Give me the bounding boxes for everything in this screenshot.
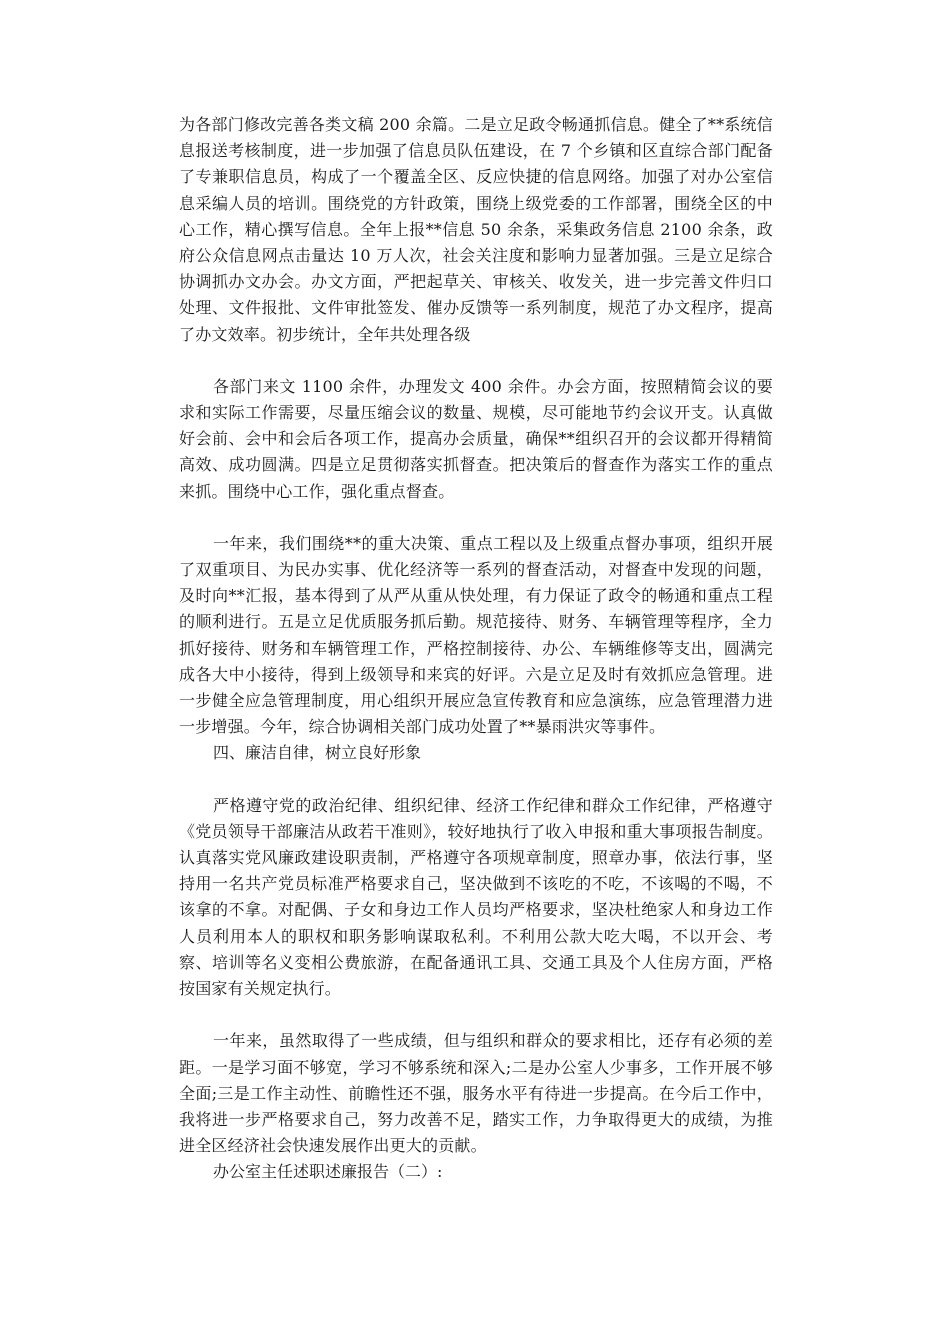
paragraph-supervision: 一年来，我们围绕**的重大决策、重点工程以及上级重点督办事项，组织开展了双重项目、为民办实事、优化经济等一系列的督查活动，对督查中发现的问题，及时向**汇报，基本得到了从严从重从快处理，有力保证了政令的畅通和重点工程的顺利进行。五是立足优质服务抓后勤。规范接待、财务、车辆管理等程序，全力抓好接待、财务和车辆管理工作，严格控制接待、办公、车辆维修等支出，圆满完成各大中小接待，得到上级领导和来宾的好评。六是立足及时有效抓应急管理。进一步健全应急管理制度，用心组织开展应急宣传教育和应急演练，应急管理潜力进一步增强。今年，综合协调相关部门成功处置了**暴雨洪灾等事件。 <box>179 533 773 737</box>
section-heading-integrity: 四、廉洁自律，树立良好形象 <box>213 743 422 763</box>
paragraph-discipline: 严格遵守党的政治纪律、组织纪律、经济工作纪律和群众工作纪律，严格遵守《党员领导干部廉洁从政若干准则》，较好地执行了收入申报和重大事项报告制度。认真落实党风廉政建设职责制，严格遵守各项规章制度，照章办事，依法行事，坚持用一名共产党员标准严格要求自己，坚决做到不该吃的不吃，不该喝的不喝，不该拿的不拿。对配偶、子女和身边工作人员均严格要求，坚决杜绝家人和身边工作人员利用本人的职权和职务影响谋取私利。不利用公款大吃大喝，不以开会、考察、培训等名义变相公费旅游，在配备通讯工具、交通工具及个人住房方面，严格按国家有关规定执行。 <box>179 795 773 999</box>
paragraph-shortcomings: 一年来，虽然取得了一些成绩，但与组织和群众的要求相比，还存有必须的差距。一是学习面不够宽，学习不够系统和深入;二是办公室人少事多，工作开展不够全面;三是工作主动性、前瞻性还不强，服务水平有待进一步提高。在今后工作中，我将进一步严格要求自己，努力改善不足，踏实工作，力争取得更大的成绩，为推进全区经济社会快速发展作出更大的贡献。 <box>179 1031 773 1156</box>
document-body <box>179 112 773 1186</box>
report-title-part-two: 办公室主任述职述廉报告（二）: <box>213 1162 443 1182</box>
paragraph-info-work: 为各部门修改完善各类文稿 200 余篇。二是立足政令畅通抓信息。健全了**系统信息报送考核制度，进一步加强了信息员队伍建设，在 7 个乡镇和区直综合部门配备了专兼职信息员，构成了一个覆盖全区、反应快捷的信息网络。加强了对办公室信息采编人员的培训。围绕党的方针政策，围绕上级党委的工作部署，围绕全区的中心工作，精心撰写信息。全年上报**信息 50 余条，采集政务信息 2100 余条，政府公众信息网点击量达 10 万人次，社会关注度和影响力显著加强。三是立足综合协调抓办文办会。办文方面，严把起草关、审核关、收发关，进一步完善文件归口处理、文件报批、文件审批签发、催办反馈等一系列制度，规范了办文程序，提高了办文效率。初步统计，全年共处理各级 <box>179 115 773 344</box>
paragraph-meetings: 各部门来文 1100 余件，办理发文 400 余件。办会方面，按照精简会议的要求和实际工作需要，尽量压缩会议的数量、规模，尽可能地节约会议开支。认真做好会前、会中和会后各项工作，提高办会质量，确保**组织召开的会议都开得精简高效、成功圆满。四是立足贯彻落实抓督查。把决策后的督查作为落实工作的重点来抓。围绕中心工作，强化重点督查。 <box>179 376 773 501</box>
